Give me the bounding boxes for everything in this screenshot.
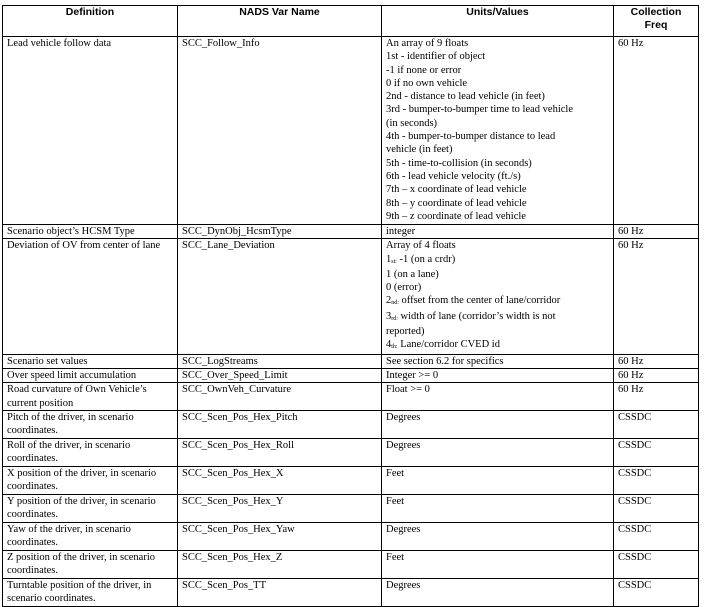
table-row — [3, 494, 699, 522]
cell-definition: Scenario object’s HCSM Type — [3, 225, 178, 239]
cell-var-name: SCC_Scen_Pos_Hex_Pitch — [178, 410, 382, 438]
cell-var-name: SCC_Scen_Pos_Hex_Roll — [178, 438, 382, 466]
units-line — [386, 310, 609, 325]
units-line: 7th – x coordinate of lead vehicle — [386, 184, 527, 196]
cell-var-name: SCC_Follow_Info — [178, 37, 382, 225]
cell-freq: CSSDC — [614, 578, 699, 606]
units-line: (in seconds) — [386, 117, 438, 129]
units-line: 9th – z coordinate of lead vehicle — [386, 210, 526, 222]
header-freq-line2: Freq — [644, 19, 668, 31]
units-line: 1st - identifier of object — [386, 51, 486, 63]
table-row — [3, 438, 699, 466]
cell-freq: CSSDC — [614, 494, 699, 522]
table-row — [3, 239, 699, 354]
units-line: 5th - time-to-collision (in seconds) — [386, 157, 532, 169]
units-line: 8th – y coordinate of lead vehicle — [386, 197, 527, 209]
cell-units — [382, 225, 614, 239]
ordinal-suffix: st: — [391, 258, 397, 265]
header-var-name: NADS Var Name — [178, 6, 382, 37]
cell-units: Float >= 0 — [382, 383, 614, 411]
table-row — [3, 466, 699, 494]
units-line: 2nd - distance to lead vehicle (in feet) — [386, 91, 545, 103]
cell-units: Feet — [382, 466, 614, 494]
cell-definition: Pitch of the driver, in scenario coordinates. — [3, 410, 178, 438]
units-line — [386, 338, 609, 353]
table-row — [3, 383, 699, 411]
cell-var-name: SCC_Lane_Deviation — [178, 239, 382, 354]
cell-freq: 60 Hz — [614, 383, 699, 411]
units-line: vehicle (in feet) — [386, 144, 453, 156]
cell-var-name: SCC_Over_Speed_Limit — [178, 368, 382, 382]
ordinal-suffix: rd: — [391, 315, 398, 322]
cell-var-name: SCC_Scen_Pos_TT — [178, 578, 382, 606]
ordinal-number: 3 — [386, 310, 392, 322]
units-text: 1 (on a lane) — [386, 268, 439, 280]
cell-freq: 60 Hz — [614, 368, 699, 382]
ordinal-number: 4 — [386, 339, 392, 351]
cell-definition: Over speed limit accumulation — [3, 368, 178, 382]
header-freq-line1: Collection — [630, 6, 682, 18]
cell-var-name: SCC_Scen_Pos_Hex_Y — [178, 494, 382, 522]
units-text: 0 (error) — [386, 282, 422, 294]
cell-definition: Lead vehicle follow data — [3, 37, 178, 225]
cell-definition: Z position of the driver, in scenario coordinates. — [3, 550, 178, 578]
cell-var-name: SCC_OwnVeh_Curvature — [178, 383, 382, 411]
cell-definition: Roll of the driver, in scenario coordinates. — [3, 438, 178, 466]
cell-units: Integer >= 0 — [382, 368, 614, 382]
units-line — [386, 325, 609, 338]
cell-units — [382, 239, 614, 354]
cell-units: See section 6.2 for specifics — [382, 354, 614, 368]
table-row — [3, 354, 699, 368]
units-line: 3rd - bumper-to-bumper time to lead vehicle — [386, 104, 573, 116]
units-line: 0 if no own vehicle — [386, 77, 468, 89]
table-row — [3, 410, 699, 438]
cell-var-name: SCC_LogStreams — [178, 354, 382, 368]
cell-freq: CSSDC — [614, 410, 699, 438]
header-units-values: Units/Values — [382, 6, 614, 37]
cell-definition: Yaw of the driver, in scenario coordinates. — [3, 522, 178, 550]
units-line: An array of 9 floats — [386, 38, 469, 49]
cell-definition: Deviation of OV from center of lane — [3, 239, 178, 354]
units-line — [386, 294, 609, 309]
table-row — [3, 225, 699, 239]
cell-units: Degrees — [382, 522, 614, 550]
cell-definition: Road curvature of Own Vehicle’s current position — [3, 383, 178, 411]
cell-var-name: SCC_Scen_Pos_Hex_X — [178, 466, 382, 494]
cell-freq: CSSDC — [614, 438, 699, 466]
cell-freq: 60 Hz — [614, 37, 699, 225]
cell-var-name: SCC_Scen_Pos_Hex_Yaw — [178, 522, 382, 550]
table-row — [3, 578, 699, 606]
cell-definition: Scenario set values — [3, 354, 178, 368]
table-row — [3, 368, 699, 382]
units-line — [386, 253, 609, 268]
cell-definition: Y position of the driver, in scenario coordinates. — [3, 494, 178, 522]
ordinal-number: 1 — [386, 253, 392, 265]
units-line — [386, 268, 609, 281]
header-collection-freq — [614, 6, 699, 37]
cell-freq: 60 Hz — [614, 354, 699, 368]
units-line: -1 if none or error — [386, 64, 462, 76]
cell-freq: 60 Hz — [614, 239, 699, 354]
cell-definition: Turntable position of the driver, in scenario coordinates. — [3, 578, 178, 606]
cell-var-name: SCC_DynObj_HcsmType — [178, 225, 382, 239]
cell-units — [382, 37, 614, 225]
table-row — [3, 522, 699, 550]
cell-var-name: SCC_Scen_Pos_Hex_Z — [178, 550, 382, 578]
units-line: Array of 4 floats — [386, 240, 456, 252]
cell-freq: 60 Hz — [614, 225, 699, 239]
units-line: 4th - bumper-to-bumper distance to lead — [386, 131, 556, 143]
cell-units: Degrees — [382, 438, 614, 466]
units-text: Lane/corridor CVED id — [397, 339, 500, 351]
cell-units: Degrees — [382, 578, 614, 606]
ordinal-suffix: th: — [391, 344, 398, 351]
table-header-row — [3, 6, 699, 37]
cell-definition: X position of the driver, in scenario coordinates. — [3, 466, 178, 494]
cell-freq: CSSDC — [614, 522, 699, 550]
units-line: integer — [386, 226, 416, 237]
table-row — [3, 37, 699, 225]
ordinal-suffix: nd: — [391, 300, 399, 307]
header-definition: Definition — [3, 6, 178, 37]
cell-freq: CSSDC — [614, 550, 699, 578]
cell-units: Feet — [382, 550, 614, 578]
table-row — [3, 550, 699, 578]
cell-units: Feet — [382, 494, 614, 522]
variables-table — [2, 5, 699, 607]
units-text: offset from the center of lane/corridor — [398, 295, 561, 307]
ordinal-number: 2 — [386, 295, 392, 307]
units-text: reported) — [386, 326, 425, 338]
units-text: width of lane (corridor’s width is not — [397, 310, 556, 322]
units-line — [386, 281, 609, 294]
units-line: 6th - lead vehicle velocity (ft./s) — [386, 170, 521, 182]
cell-freq: CSSDC — [614, 466, 699, 494]
cell-units: Degrees — [382, 410, 614, 438]
units-text: -1 (on a crdr) — [396, 253, 456, 265]
